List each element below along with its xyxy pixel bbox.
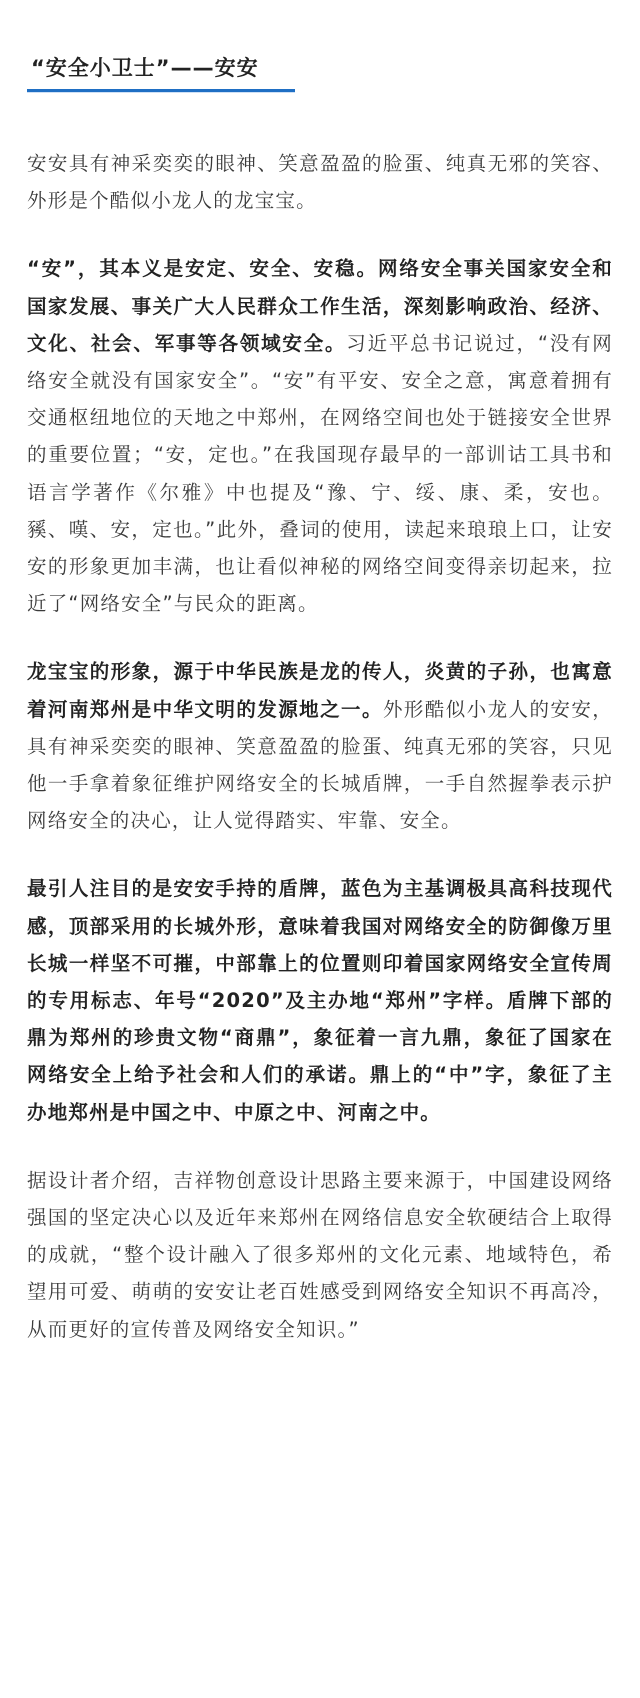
title-underline [27,89,295,93]
paragraph-1 [27,145,613,219]
paragraph-4 [27,870,613,1130]
paragraph-5 [27,1162,613,1348]
paragraph-2-bold: “安”，其本义是安定、安全、安稳。网络安全事关国家安全和国家发展、事关广大人民群众工作生活，深刻影响政治、经济、文化、社会、军事等各领域安全。 [27,257,613,355]
paragraph-3-bold: 龙宝宝的形象，源于中华民族是龙的传人，炎黄的子孙，也寓意着河南郑州是中华文明的发源地之一。 [27,660,613,721]
section-title: “安全小卫士”——安安 [31,56,259,80]
paragraph-3-text: 外形酷似小龙人的安安，具有神采奕奕的眼神、笑意盈盈的脸蛋、纯真无邪的笑容，只见他一手拿着象征维护网络安全的长城盾牌，一手自然握拳表示护网络安全的决心，让人觉得踏实、牢靠、安全。 [27,697,614,833]
paragraph-2-text: 习近平总书记说过，“没有网络安全就没有国家安全”。“安”有平安、安全之意，寓意着拥有交通枢纽地位的天地之中郑州，在网络空间也处于链接安全世界的重要位置；“安，定也。”在我国现存最早的一部训诂工具书和语言学著作《尔雅》中也提及“豫、宁、绥、康、柔，安也。豯、嘆、安，定也。”此外，叠词的使用，读起来琅琅上口，让安安的形象更加丰满，也让看似神秘的网络空间变得亲切起来，拉近了“网络安全”与民众的距离。 [27,331,613,616]
paragraph-3 [27,653,613,839]
article-body [27,145,613,1348]
paragraph-2 [27,250,613,622]
paragraph-1-text: 安安具有神采奕奕的眼神、笑意盈盈的脸蛋、纯真无邪的笑容、外形是个酷似小龙人的龙宝宝。 [27,152,613,213]
paragraph-5-text: 据设计者介绍，吉祥物创意设计思路主要来源于，中国建设网络强国的坚定决心以及近年来郑州在网络信息安全软硬结合上取得的成就，“整个设计融入了很多郑州的文化元素、地域特色，希望用可爱、萌萌的安安让老百姓感受到网络安全知识不再高冷，从而更好的宣传普及网络安全知识。” [27,1168,613,1341]
paragraph-4-bold: 最引人注目的是安安手持的盾牌，蓝色为主基调极具高科技现代感，顶部采用的长城外形，意味着我国对网络安全的防御像万里长城一样坚不可摧，中部靠上的位置则印着国家网络安全宣传周的专用标志、年号“2020”及主办地“郑州”字样。盾牌下部的鼎为郑州的珍贵文物“商鼎”，象征着一言九鼎，象征了国家在网络安全上给予社会和人们的承诺。鼎上的“中”字，象征了主办地郑州是中国之中、中原之中、河南之中。 [27,877,613,1124]
